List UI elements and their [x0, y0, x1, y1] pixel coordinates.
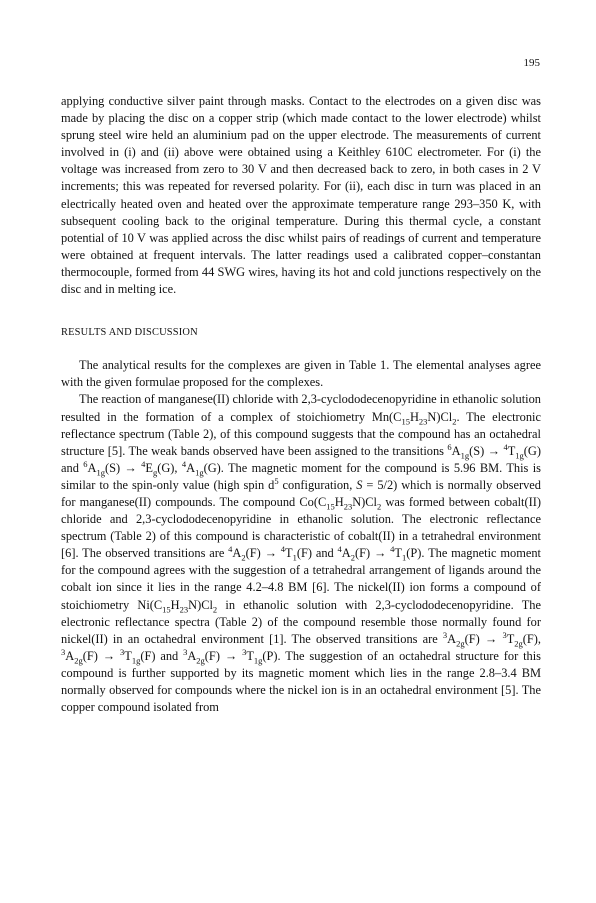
page-number: 195 — [523, 57, 540, 69]
method-paragraph: applying conductive silver paint through masks. Contact to the electrodes on a given disc was made by placing the disc on a copper strip (which made contact to the lower electrode) whilst sprung steel wire held an aluminium pad on the upper electrode. The measurements of current involved in (i) and (ii) above were obtained using a Keithley 610C electrometer. For (i) the voltage was increased from zero to 30 V and then decreased back to zero, in both cases in 2 V increments; this was repeated for reversed polarity. For (ii), each disc in turn was placed in an electrically heated oven and heated over the approximate temperature range 293–350 K, with subsequent cooling back to the original temperature. During this thermal cycle, a constant potential of 10 V was applied across the disc whilst pairs of readings of current and temperature were obtained at frequent intervals. The latter readings used a calibrated copper–constantan thermocouple, formed from 44 SWG wires, having its hot and cold junctions respectively on the disc and in melting ice. — [61, 94, 541, 297]
article-body — [61, 93, 541, 716]
section-heading: RESULTS AND DISCUSSION — [61, 327, 198, 339]
analytical-results-paragraph: The analytical results for the complexes are given in Table 1. The elemental analyses agree with the given formulae proposed for the complexes. — [61, 358, 541, 390]
discussion-paragraph: The reaction of manganese(II) chloride with 2,3-cyclododecenopyridine in ethanolic solution resulted in the formation of a complex of stoichiometry $Mn(C_{15}H_{23}N)Cl_2$. The electronic reflectance spectrum (Table 2), of this compound suggests that the compound has an octahedral structure [5]. The weak bands observed have been assigned to the transitions $^6A_{1g}(S) \to ^4T_{1g}(G)$ and $^6A_{1g}(S) \to ^4E_g(G)$, $^4A_{1g}(G)$. The magnetic moment for the compound is 5.96 BM. This is similar to the spin-only value (high spin $d^5$ configuration, S = 5/2) which is normally observed for manganese(II) compounds. The compound $Co(C_{15}H_{23}N)Cl_2$ was formed between cobalt(II) chloride and 2,3-cyclododecenopyridine in ethanolic solution. The electronic reflectance spectrum (Table 2) of this compound is characteristic of cobalt(II) in a tetrahedral environment [6]. The observed transitions are $^4A_2(F) \to ^4T_1(F)$ and $^4A_2(F) \to ^4T_1(P)$. The magnetic moment for the compound agrees with the suggestion of a tetrahedral arrangement of ligands around the cobalt ion since it lies in the range 4.2–4.8 BM [6]. The nickel(II) ion forms a compound of stoichiometry $Ni(C_{15}H_{23}N)Cl_2$ in ethanolic solution with 2,3-cyclododecenopyridine. The electronic reflectance spectra (Table 2) of the compound resemble those normally found for nickel(II) in an octahedral environment [1]. The observed transitions are $^3A_{2g}(F) \to ^3T_{2g}(F)$, $^3A_{2g}(F) \to ^3T_{1g}(F)$ and $^3A_{2g}(F) \to ^3T_{1g}(P)$. The suggestion of an octahedral structure for this compound is further supported by its magnetic moment which lies in the range 2.8–3.4 BM normally observed for compounds where the nickel ion is in an octahedral environment [5]. The copper compound isolated from — [61, 392, 542, 715]
